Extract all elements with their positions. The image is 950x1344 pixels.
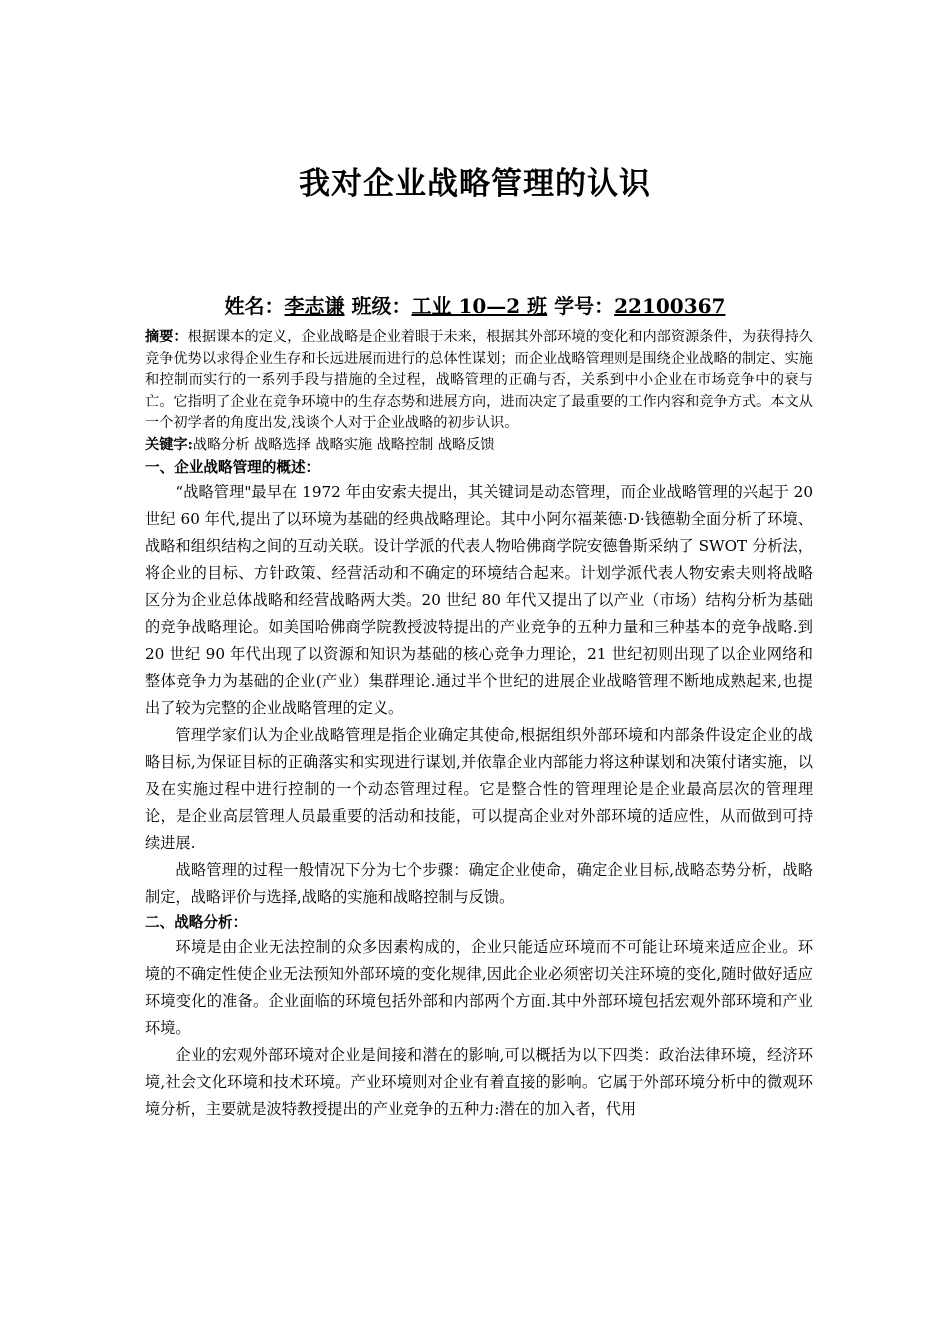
document-body	[145, 327, 813, 1123]
section-heading-overview: 一、企业战略管理的概述：	[145, 459, 321, 476]
paragraph: 企业的宏观外部环境对企业是间接和潜在的影响,可以概括为以下四类：政治法律环境，经济环境,社会文化环境和技术环境。产业环境则对企业有着直接的影响。它属于外部环境分析中的微观环境分析，主要就是波特教授提出的产业竞争的五种力:潜在的加入者，代用	[145, 1046, 813, 1118]
keywords	[145, 435, 813, 457]
document-title: 我对企业战略管理的认识	[299, 166, 651, 202]
paragraph: 管理学家们认为企业战略管理是指企业确定其使命,根据组织外部环境和内部条件设定企业的战略目标,为保证目标的正确落实和实现进行谋划,并依靠企业内部能力将这种谋划和决策付诸实施，以及在实施过程中进行控制的一个动态管理过程。它是整合性的管理理论是企业最高层次的管理理论，是企业高层管理人员最重要的活动和技能，可以提高企业对外部环境的适应性，从而做到可持续进展.	[145, 726, 813, 852]
section-heading-analysis: 二、战略分析：	[145, 914, 248, 931]
author-name: 李志谦	[284, 294, 345, 318]
abstract	[145, 327, 813, 435]
paragraph: 环境是由企业无法控制的众多因素构成的，企业只能适应环境而不可能让环境来适应企业。环境的不确定性使企业无法预知外部环境的变化规律,因此企业必须密切关注环境的变化,随时做好适应环境变化的准备。企业面临的环境包括外部和内部两个方面.其中外部环境包括宏观外部环境和产业环境。	[145, 938, 813, 1037]
paragraph: 战略管理的过程一般情况下分为七个步骤：确定企业使命，确定企业目标,战略态势分析，战略制定，战略评价与选择,战略的实施和战略控制与反馈。	[145, 861, 813, 906]
paragraph: “战略管理"最早在 1972 年由安索夫提出，其关键词是动态管理，而企业战略管理的兴起于 20 世纪 60 年代,提出了以环境为基础的经典战略理论。其中小阿尔福莱德·D·钱德勒全面分析了环境、战略和组织结构之间的互动关联。设计学派的代表人物哈佛商学院安德鲁斯采纳了 SWOT 分析法，将企业的目标、方针政策、经营活动和不确定的环境结合起来。计划学派代表人物安索夫则将战略区分为企业总体战略和经营战略两大类。20 世纪 80 年代又提出了以产业（市场）结构分析为基础的竞争战略理论。如美国哈佛商学院教授波特提出的产业竞争的五种力量和三种基本的竞争战略.到 20 世纪 90 年代出现了以资源和知识为基础的核心竞争力理论，21 世纪初则出现了以企业网络和整体竞争力为基础的企业(产业）集群理论.通过半个世纪的进展企业战略管理不断地成熟起来,也提出了较为完整的企业战略管理的定义。	[145, 483, 813, 717]
abstract-text: 根据课本的定义，企业战略是企业着眼于未来，根据其外部环境的变化和内部资源条件，为获得持久竞争优势以求得企业生存和长远进展而进行的总体性谋划；而企业战略管理则是围绕企业战略的制定、实施和控制而实行的一系列手段与措施的全过程，战略管理的正确与否，关系到中小企业在市场竞争中的衰与亡。它指明了企业在竞争环境中的生存态势和进展方向，进而决定了最重要的工作内容和竞争方式。本文从一个初学者的角度出发,浅谈个人对于企业战略的初步认识。	[145, 329, 813, 431]
student-id-label: 学号：	[554, 294, 615, 318]
student-id: 22100367	[614, 294, 726, 318]
keywords-text: 战略分析 战略选择 战略实施 战略控制 战略反馈	[192, 436, 495, 453]
class-label: 班级：	[351, 294, 412, 318]
abstract-label: 摘要：	[145, 329, 188, 345]
keywords-label: 关键字:	[145, 436, 193, 453]
author-class: 工业 10—2 班	[411, 294, 548, 318]
name-label: 姓名：	[224, 294, 285, 318]
author-line	[0, 290, 950, 319]
